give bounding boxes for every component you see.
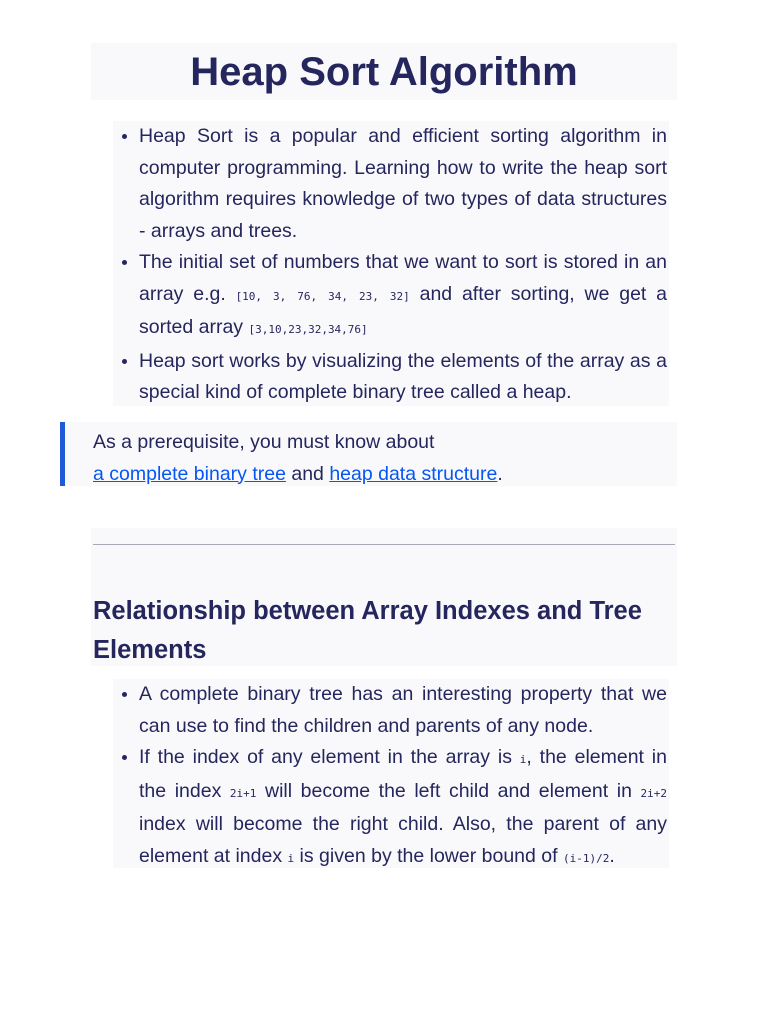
list-item: • Heap Sort is a popular and efficient sorting algorithm in computer programming. Learning how to write the heap sort algorithm requires knowledge of two types of data structures - arrays and trees. (139, 121, 669, 247)
list-item: • The initial set of numbers that we want to sort is stored in an array e.g. [10, 3, 76, 34, 23, 32] and after sorting, we get a sorted array [3,10,23,32,34,76] (139, 247, 669, 346)
intro-list (113, 121, 669, 409)
code-array-sorted: [3,10,23,32,34,76] (248, 323, 368, 336)
code-array-unsorted: [10, 3, 76, 34, 23, 32] (235, 289, 410, 303)
link-heap-data-structure[interactable]: heap data structure (329, 462, 498, 485)
prerequisite-note: As a prerequisite, you must know about a complete binary tree and heap data structure. (60, 422, 677, 486)
link-complete-binary-tree[interactable]: a complete binary tree (93, 462, 286, 485)
code-2i-plus-2: 2i+2 (640, 786, 668, 800)
code-parent-formula: (i-1)/2 (562, 851, 610, 865)
divider (93, 544, 675, 545)
page-title: Heap Sort Algorithm (190, 50, 578, 94)
list-item: • If the index of any element in the array is i, the element in the index 2i+1 will become the left child and element in 2i+2 index will become the right child. Also, the parent of any element at index i is given by the lower bound of (i-1)/2. (139, 742, 669, 874)
code-i: i (287, 851, 295, 865)
section-block (113, 679, 669, 868)
section-heading: Relationship between Array Indexes and Tree Elements (93, 597, 642, 664)
title-block (91, 43, 677, 100)
intro-block (113, 121, 669, 406)
section-heading-block (91, 528, 677, 666)
list-item: • Heap sort works by visualizing the elements of the array as a special kind of complete binary tree called a heap. (139, 346, 669, 409)
code-i: i (519, 753, 527, 766)
list-item: • A complete binary tree has an interesting property that we can use to find the children and parents of any node. (139, 679, 669, 742)
code-2i-plus-1: 2i+1 (229, 786, 257, 800)
section-list (113, 679, 669, 874)
